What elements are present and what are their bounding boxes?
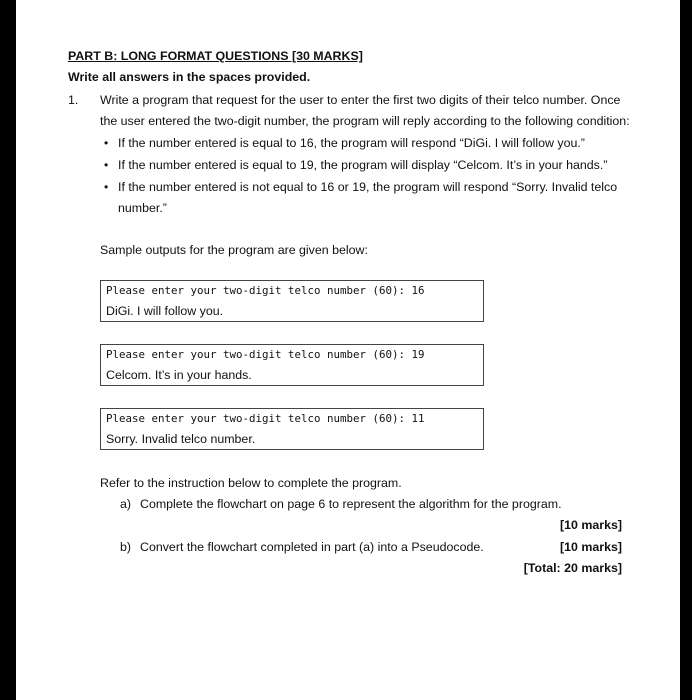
sample-response: Sorry. Invalid telco number. xyxy=(106,432,256,446)
sample-prompt: Please enter your two-digit telco number (60): 19 xyxy=(106,348,425,361)
part-a-text: Complete the flowchart on page 6 to represent the algorithm for the program. xyxy=(140,497,562,511)
sample-prompt: Please enter your two-digit telco number (60): 16 xyxy=(106,284,425,297)
refer-instruction: Refer to the instruction below to complete the program. xyxy=(100,476,402,490)
question-number: 1. xyxy=(68,93,79,107)
condition-16: If the number entered is equal to 16, the program will respond “DiGi. I will follow you.” xyxy=(118,136,585,150)
sample-output-box xyxy=(100,408,484,450)
part-b-text: Convert the flowchart completed in part (a) into a Pseudocode. xyxy=(140,540,484,554)
condition-other-cont: number.” xyxy=(118,201,167,215)
bullet-icon: • xyxy=(104,180,109,194)
bullet-icon: • xyxy=(104,158,109,172)
condition-other: If the number entered is not equal to 16 or 19, the program will respond “Sorry. Invalid telco xyxy=(118,180,618,194)
bullet-icon: • xyxy=(104,136,109,150)
sample-output-box xyxy=(100,280,484,322)
total-marks: [Total: 20 marks] xyxy=(523,561,622,575)
part-b-label: b) xyxy=(120,540,132,554)
sample-response: Celcom. It’s in your hands. xyxy=(106,368,252,382)
part-a-label: a) xyxy=(120,497,132,511)
sample-response: DiGi. I will follow you. xyxy=(106,304,224,318)
sample-output-box xyxy=(100,344,484,386)
question-text-line2: the user entered the two-digit number, the program will reply according to the following condition: xyxy=(100,114,630,128)
instruction: Write all answers in the spaces provided. xyxy=(68,70,311,84)
sample-intro: Sample outputs for the program are given below: xyxy=(100,243,368,257)
question-text-line1: Write a program that request for the user to enter the first two digits of their telco number. Once xyxy=(100,93,621,107)
section-heading: PART B: LONG FORMAT QUESTIONS [30 MARKS] xyxy=(68,49,363,63)
sample-prompt: Please enter your two-digit telco number (60): 11 xyxy=(106,412,425,425)
document-page xyxy=(16,0,680,700)
condition-19: If the number entered is equal to 19, the program will display “Celcom. It’s in your hands.” xyxy=(118,158,608,172)
part-b-marks: [10 marks] xyxy=(560,540,622,554)
part-a-marks: [10 marks] xyxy=(560,518,622,532)
